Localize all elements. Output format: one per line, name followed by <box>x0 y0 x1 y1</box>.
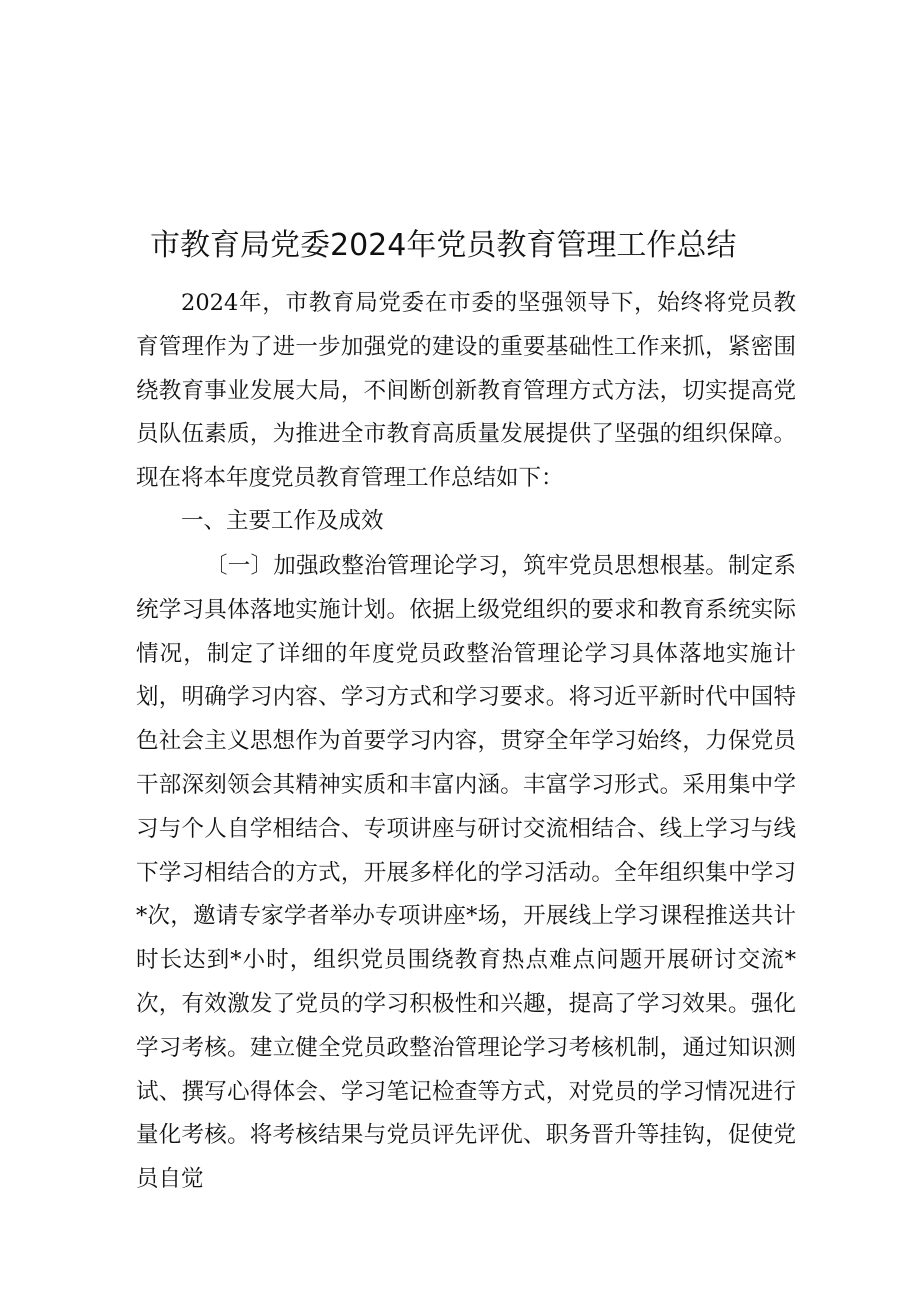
document-title: 市教育局党委2024年党员教育管理工作总结 <box>150 228 737 263</box>
intro-paragraph: 2024年，市教育局党委在市委的坚强领导下，始终将党员教育管理作为了进一步加强党的建设的重要基础性工作来抓，紧密围绕教育事业发展大局，不间断创新教育管理方式方法，切实提高党员队伍素质，为推进全市教育高质量发展提供了坚强的组织保障。现在将本年度党员教育管理工作总结如下： <box>136 290 796 492</box>
section-heading-main-work: 一、主要工作及成效 <box>181 508 384 534</box>
subsection-paragraph-1: 〔一〕加强政整治管理论学习，筑牢党员思想根基。制定系统学习具体落地实施计划。依据上级党组织的要求和教育系统实际情况，制定了详细的年度党员政整治管理论学习具体落地实施计划，明确学习内容、学习方式和学习要求。将习近平新时代中国特色社会主义思想作为首要学习内容，贯穿全年学习始终，力保党员干部深刻领会其精神实质和丰富内涵。丰富学习形式。采用集中学习与个人自学相结合、专项讲座与研讨交流相结合、线上学习与线下学习相结合的方式，开展多样化的学习活动。全年组织集中学习*次，邀请专家学者举办专项讲座*场，开展线上学习课程推送共计时长达到*小时，组织党员围绕教育热点难点问题开展研讨交流*次，有效激发了党员的学习积极性和兴趣，提高了学习效果。强化学习考核。建立健全党员政整治管理论学习考核机制，通过知识测试、撰写心得体会、学习笔记检查等方式，对党员的学习情况进行量化考核。将考核结果与党员评先评优、职务晋升等挂钩，促使党员自觉 <box>136 553 796 1193</box>
